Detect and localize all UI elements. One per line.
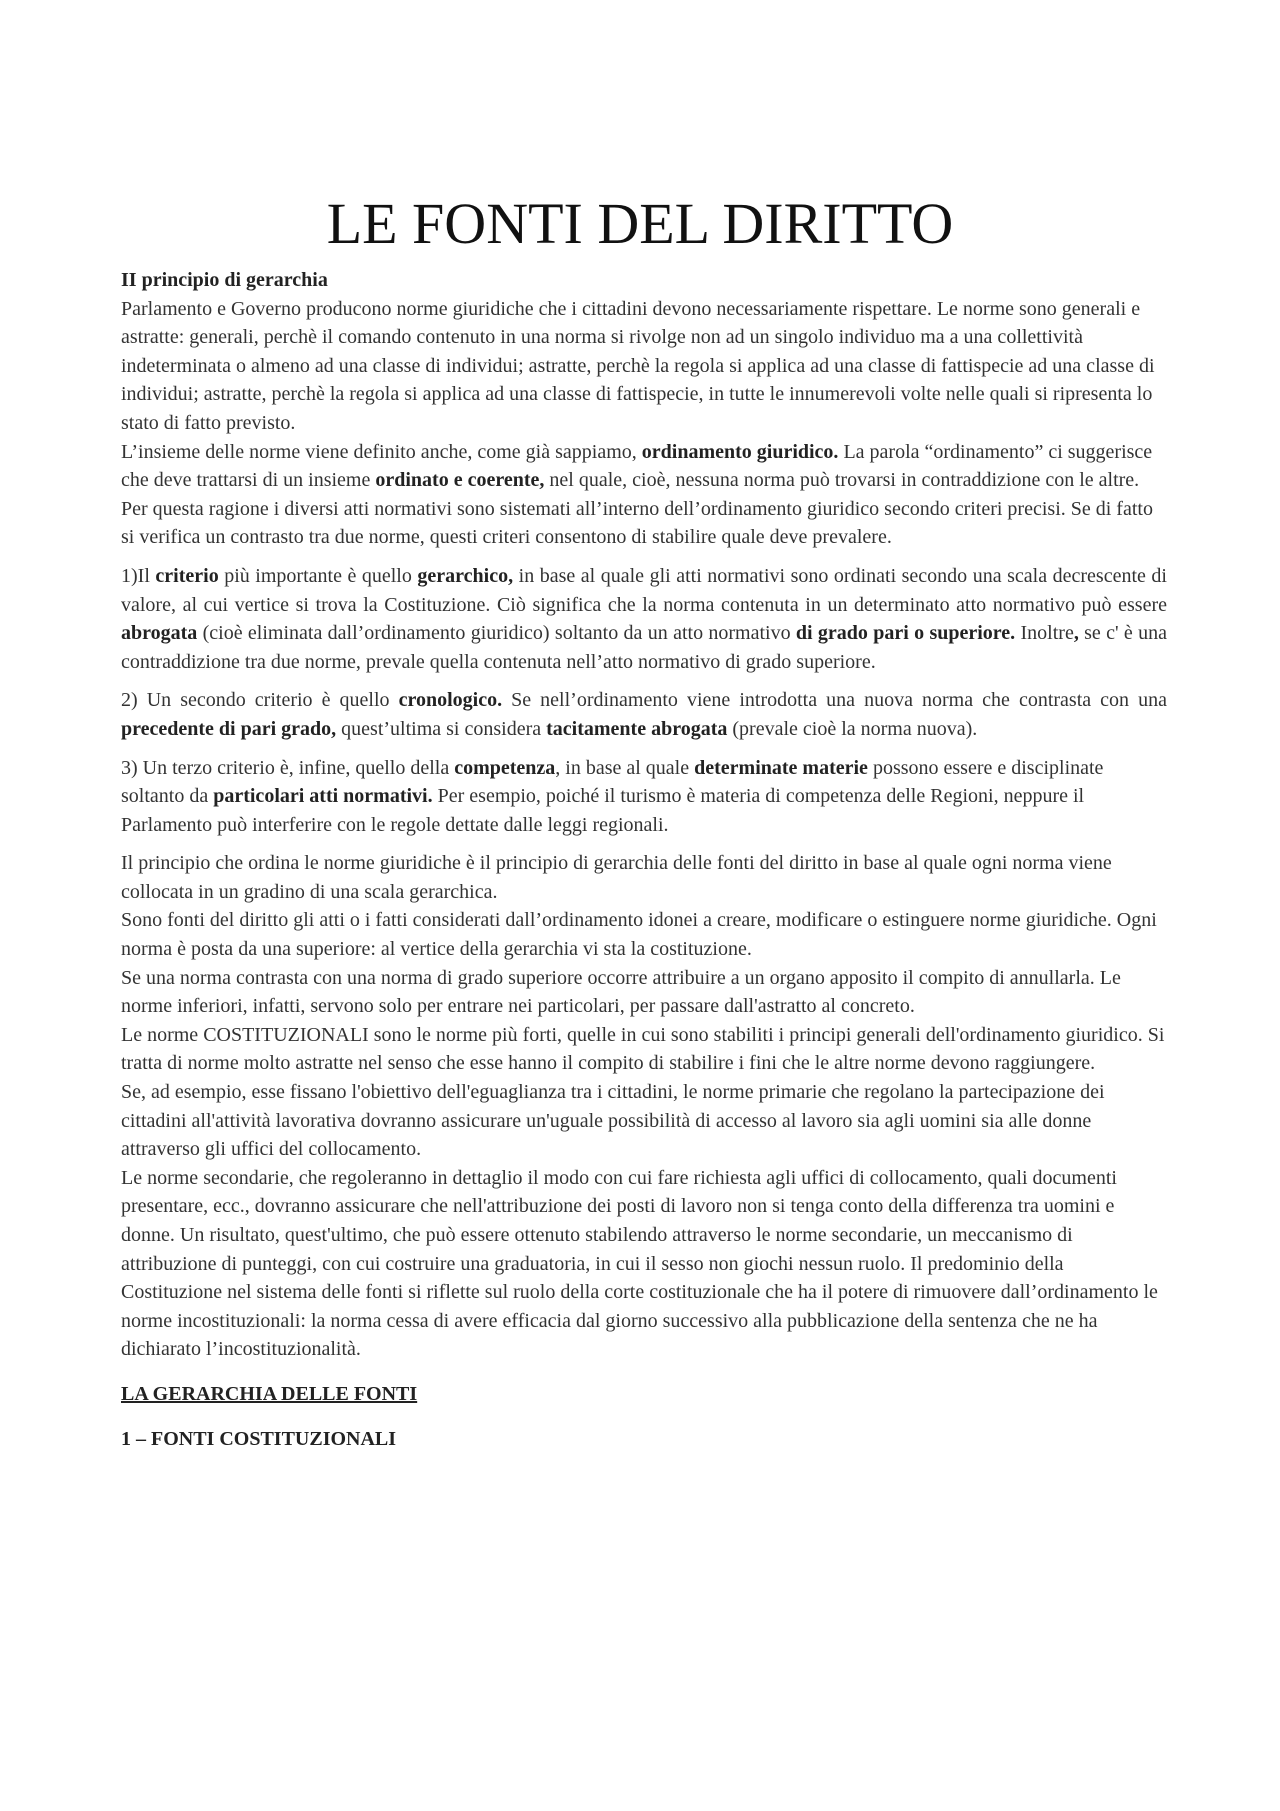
- document-body: [121, 266, 1167, 1453]
- section-heading: II principio di gerarchia: [121, 269, 328, 291]
- subsection-heading: 1 – FONTI COSTITUZIONALI: [121, 1427, 397, 1450]
- paragraph-criterion-1: 1)Il criterio più importante è quello gerarchico, in base al quale gli atti normativi sono ordinati secondo una scala decrescente di valore, al cui vertice si trova la Costituzione. Ciò significa che la norma contenuta in un determinato atto normativo può essere abrogata (cioè eliminata dall’ordinamento giuridico) soltanto da un atto normativo di grado pari o superiore. Inoltre, se c' è una contraddizione tra due norme, prevale quella contenuta nell’atto normativo di grado superiore.: [121, 564, 1168, 673]
- paragraph-criterion-3: 3) Un terzo criterio è, infine, quello della competenza, in base al quale determinate materie possono essere e disciplinate soltanto da particolari atti normativi. Per esempio, poiché il turismo è materia di competenza delle Regioni, neppure il Parlamento può interferire con le regole dettate dalle leggi regionali.: [121, 756, 1104, 836]
- page-title: LE FONTI DEL DIRITTO: [326, 190, 954, 256]
- section-heading-gerarchia: LA GERARCHIA DELLE FONTI: [121, 1382, 418, 1405]
- paragraph: Parlamento e Governo producono norme giuridiche che i cittadini devono necessariamente rispettare. Le norme sono generali e astratte: generali, perchè il comando contenuto in una norma si rivolge non ad un singolo individuo ma a una collettività indeterminata o almeno ad una classe di individui; astratte, perchè la regola si applica ad una classe di fattispecie ad una classe di individui; astratte, perchè la regola si applica ad una classe di fattispecie, in tutte le innumerevoli volte nelle quali si ripresenta lo stato di fatto previsto. L’insieme delle norme viene definito anche, come già sappiamo, ordinamento giuridico. La parola “ordinamento” ci suggerisce che deve trattarsi di un insieme ordinato e coerente, nel quale, cioè, nessuna norma può trovarsi in contraddizione con le altre. Per questa ragione i diversi atti normativi sono sistemati all’interno dell’ordinamento giuridico secondo criteri precisi. Se di fatto si verifica un contrasto tra due norme, questi criteri consentono di stabilire quale deve prevalere.: [121, 297, 1155, 549]
- paragraph-criterion-2: 2) Un secondo criterio è quello cronologico. Se nell’ordinamento viene introdotta una nuova norma che contrasta con una precedente di pari grado, quest’ultima si considera tacitamente abrogata (prevale cioè la norma nuova).: [121, 689, 1167, 740]
- paragraph-hierarchy: Il principio che ordina le norme giuridiche è il principio di gerarchia delle fonti del diritto in base al quale ogni norma viene collocata in un gradino di una scala gerarchica. Sono fonti del diritto gli atti o i fatti considerati dall’ordinamento idonei a creare, modificare o estinguere norme giuridiche. Ogni norma è posta da una superiore: al vertice della gerarchia vi sta la costituzione. Se una norma contrasta con una norma di grado superiore occorre attribuire a un organo apposito il compito di annullarla. Le norme inferiori, infatti, servono solo per entrare nei particolari, per passare dall'astratto al concreto. Le norme COSTITUZIONALI sono le norme più forti, quelle in cui sono stabiliti i principi generali dell'ordinamento giuridico. Si tratta di norme molto astratte nel senso che esse hanno il compito di stabilire i fini che le altre norme devono raggiungere. Se, ad esempio, esse fissano l'obiettivo dell'eguaglianza tra i cittadini, le norme primarie che regolano la partecipazione dei cittadini all'attività lavorativa dovranno assicurare un'uguale possibilità di accesso al lavoro sia agli uomini sia alle donne attraverso gli uffici del collocamento. Le norme secondarie, che regoleranno in dettaglio il modo con cui fare richiesta agli uffici di collocamento, quali documenti presentare, ecc., dovranno assicurare che nell'attribuzione dei posti di lavoro non si tenga conto della differenza tra uomini e donne. Un risultato, quest'ultimo, che può essere ottenuto stabilendo attraverso le norme secondarie, un meccanismo di attribuzione di punteggi, con cui costruire una graduatoria, in cui il sesso non giochi nessun ruolo. Il predominio della Costituzione nel sistema delle fonti si riflette sul ruolo della corte costituzionale che ha il potere di rimuovere dall’ordinamento le norme incostituzionali: la norma cessa di avere efficacia dal giorno successivo alla pubblicazione della sentenza che ne ha dichiarato l’incostituzionalità.: [121, 852, 1165, 1361]
